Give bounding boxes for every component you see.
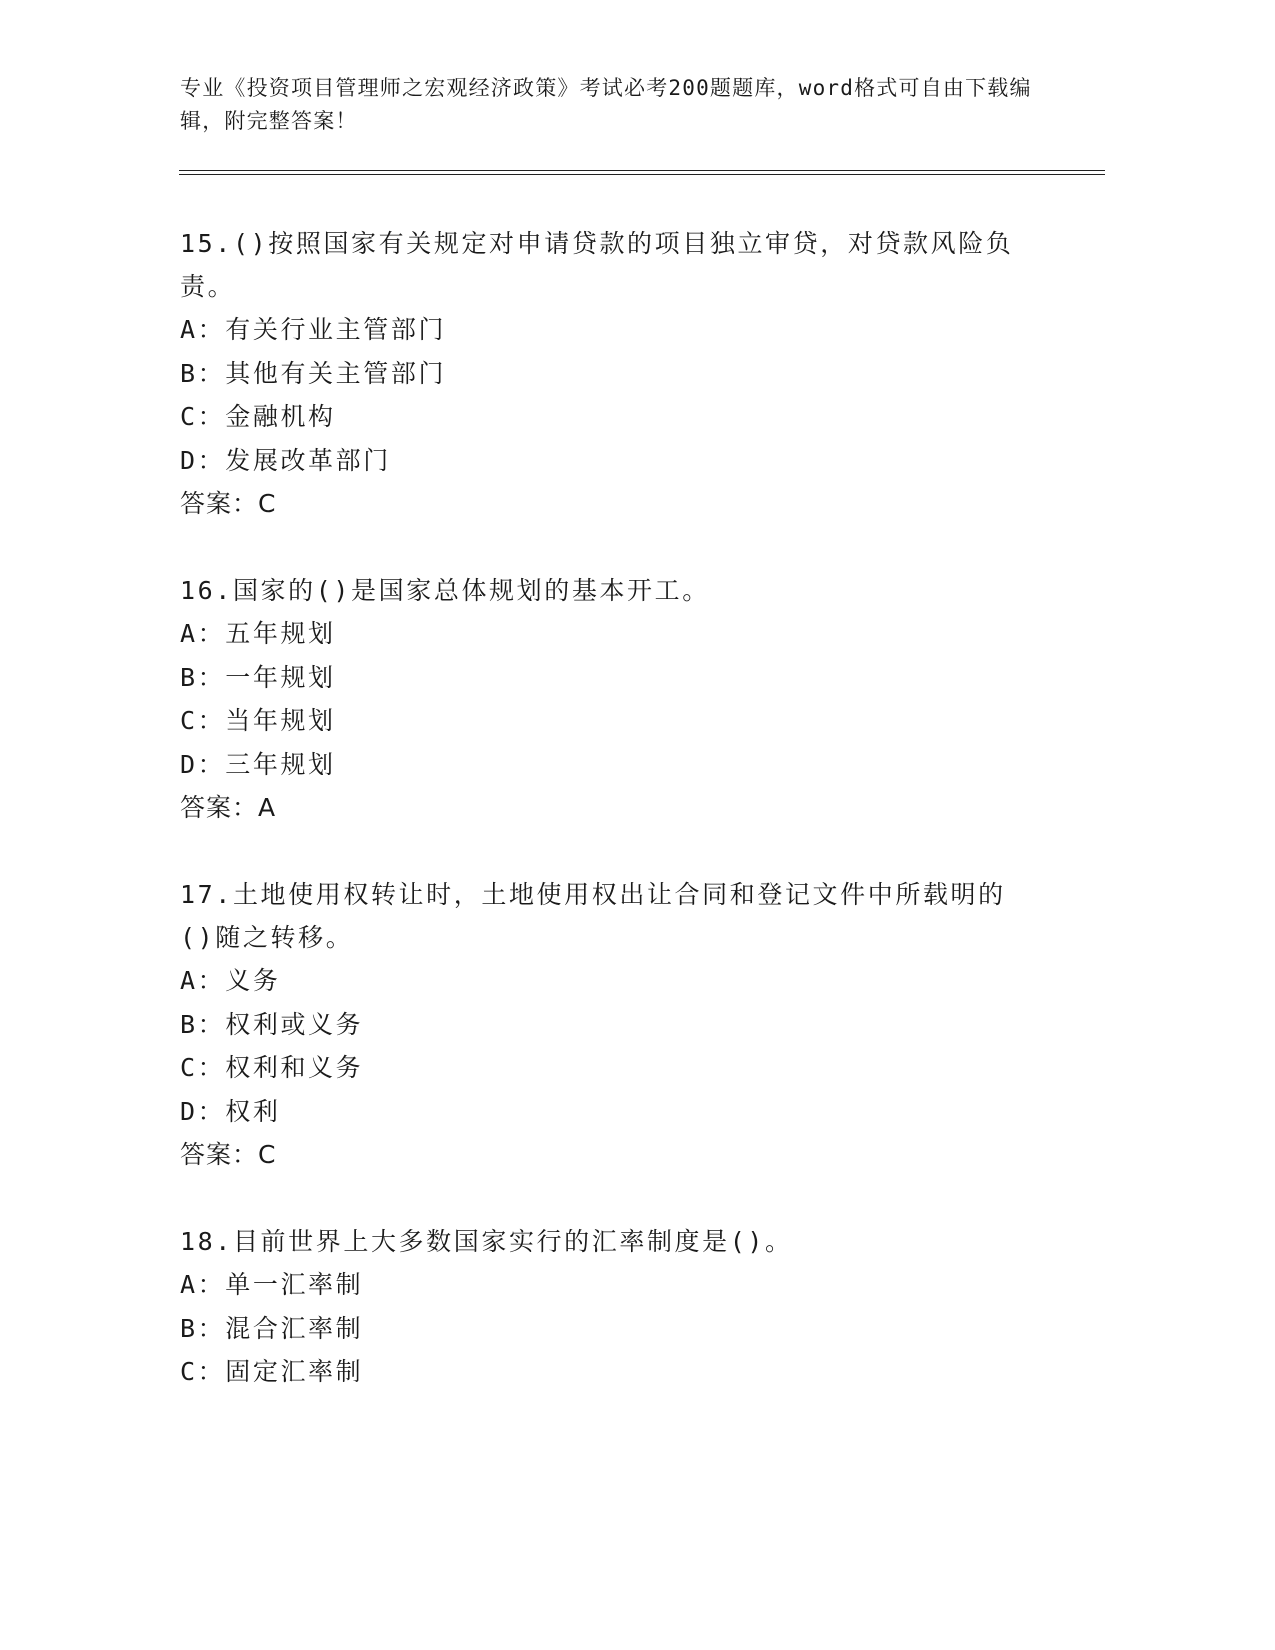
option-b: B：混合汇率制	[180, 1313, 364, 1343]
answer-line: 答案：C	[180, 1140, 277, 1169]
option-d: D：权利	[180, 1096, 281, 1126]
option-d: D：三年规划	[180, 749, 336, 779]
question-18	[180, 1220, 1040, 1394]
question-spacer	[180, 526, 1040, 569]
answer-line: 答案：A	[180, 793, 277, 822]
answer-line: 答案：C	[180, 489, 277, 518]
question-stem: 18.目前世界上大多数国家实行的汇率制度是()。	[180, 1227, 793, 1256]
question-stem: 15.()按照国家有关规定对申请贷款的项目独立审贷，对贷款风险负责。	[180, 229, 1014, 301]
question-stem: 17.土地使用权转让时，土地使用权出让合同和登记文件中所载明的()随之转移。	[180, 880, 1006, 952]
option-c: C：权利和义务	[180, 1053, 364, 1082]
header-divider-bottom	[179, 174, 1105, 175]
question-stem: 16.国家的()是国家总体规划的基本开工。	[180, 576, 710, 605]
question-15	[180, 222, 1040, 526]
question-16	[180, 569, 1040, 830]
option-a: A：单一汇率制	[180, 1270, 364, 1299]
option-b: B：其他有关主管部门	[180, 358, 447, 388]
option-b: B：权利或义务	[180, 1009, 364, 1039]
option-d: D：发展改革部门	[180, 445, 391, 475]
option-c: C：金融机构	[180, 402, 336, 431]
option-a: A：有关行业主管部门	[180, 315, 447, 344]
document-header: 专业《投资项目管理师之宏观经济政策》考试必考200题题库，word格式可自由下载编辑，附完整答案！	[180, 76, 1032, 133]
question-spacer	[180, 1177, 1040, 1220]
question-spacer	[180, 830, 1040, 873]
option-a: A：五年规划	[180, 619, 336, 648]
option-a: A：义务	[180, 966, 281, 995]
header-divider-top	[179, 170, 1105, 171]
option-c: C：当年规划	[180, 706, 336, 735]
option-b: B：一年规划	[180, 662, 336, 692]
question-list	[180, 222, 1040, 1394]
option-c: C：固定汇率制	[180, 1357, 364, 1386]
question-17	[180, 873, 1040, 1177]
